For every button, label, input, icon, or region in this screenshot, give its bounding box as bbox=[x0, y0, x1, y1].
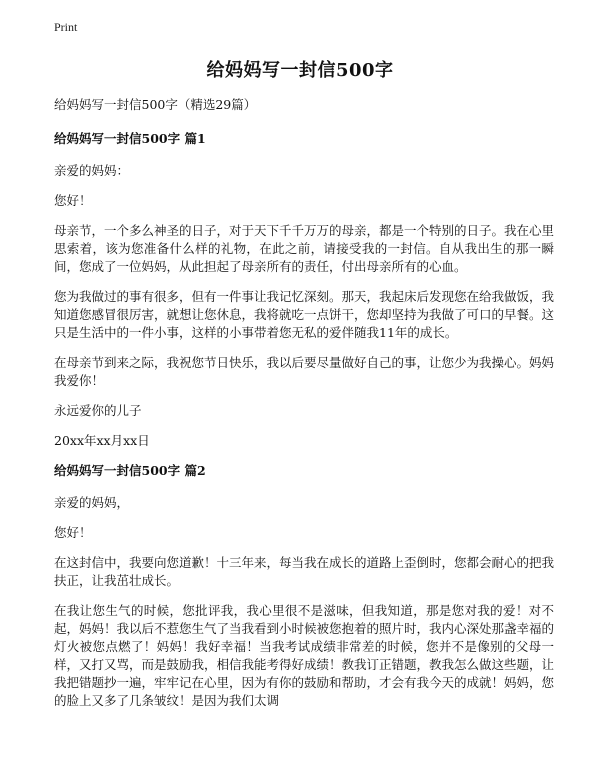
body-paragraph: 您为我做过的事有很多，但有一件事让我记忆深刻。那天，我起床后发现您在给我做饭，我知道您感冒很厉害，就想让您休息，我将就吃一点饼干，您却坚持为我做了可口的早餐。这只是生活中的一件小事，这样的小事带着您无私的爱伴随我11年的成长。 bbox=[54, 289, 555, 340]
body-paragraph: 在这封信中，我要向您道歉！十三年来，每当我在成长的道路上歪倒时，您都会耐心的把我扶正，让我茁壮成长。 bbox=[54, 555, 555, 588]
salutation: 亲爱的妈妈， bbox=[54, 495, 130, 510]
print-link[interactable]: Print bbox=[54, 20, 78, 34]
document-body bbox=[54, 96, 554, 722]
body-paragraph: 在我让您生气的时候，您批评我，我心里很不是滋味，但我知道，那是您对我的爱！对不起，妈妈！我以后不惹您生气了当我看到小时候被您抱着的照片时，我内心深处那盏幸福的灯火被您点燃了！妈妈！我好幸福！当我考试成绩非常差的时候，您并不是像别的父母一样，又打又骂，而是鼓励我，相信我能考得好成绩！教我订正错题，教我怎么做这些题，让我把错题抄一遍，牢牢记在心里，因为有你的鼓励和帮助，才会有我今天的成就！妈妈，您的脸上又多了几条皱纹！是因为我们太调 bbox=[54, 603, 555, 708]
date-line: 20xx年xx月xx日 bbox=[54, 433, 150, 448]
salutation: 亲爱的妈妈： bbox=[54, 163, 130, 178]
greeting: 您好！ bbox=[54, 193, 92, 208]
greeting: 您好！ bbox=[54, 525, 92, 540]
article-title: 给妈妈写一封信500字 篇2 bbox=[54, 463, 206, 478]
body-paragraph: 母亲节，一个多么神圣的日子，对于天下千千万万的母亲，都是一个特别的日子。我在心里思索着，该为您准备什么样的礼物，在此之前，请接受我的一封信。自从我出生的那一瞬间，您成了一位妈妈，从此担起了母亲所有的责任，付出母亲所有的心血。 bbox=[54, 223, 555, 274]
body-paragraph: 在母亲节到来之际，我祝您节日快乐，我以后要尽量做好自己的事，让您少为我操心。妈妈我爱你！ bbox=[54, 355, 555, 388]
page-title: 给妈妈写一封信500字 bbox=[206, 60, 394, 81]
article-title: 给妈妈写一封信500字 篇1 bbox=[54, 131, 206, 146]
document-subtitle: 给妈妈写一封信500字（精选29篇） bbox=[54, 97, 257, 112]
signature: 永远爱你的儿子 bbox=[54, 403, 142, 418]
